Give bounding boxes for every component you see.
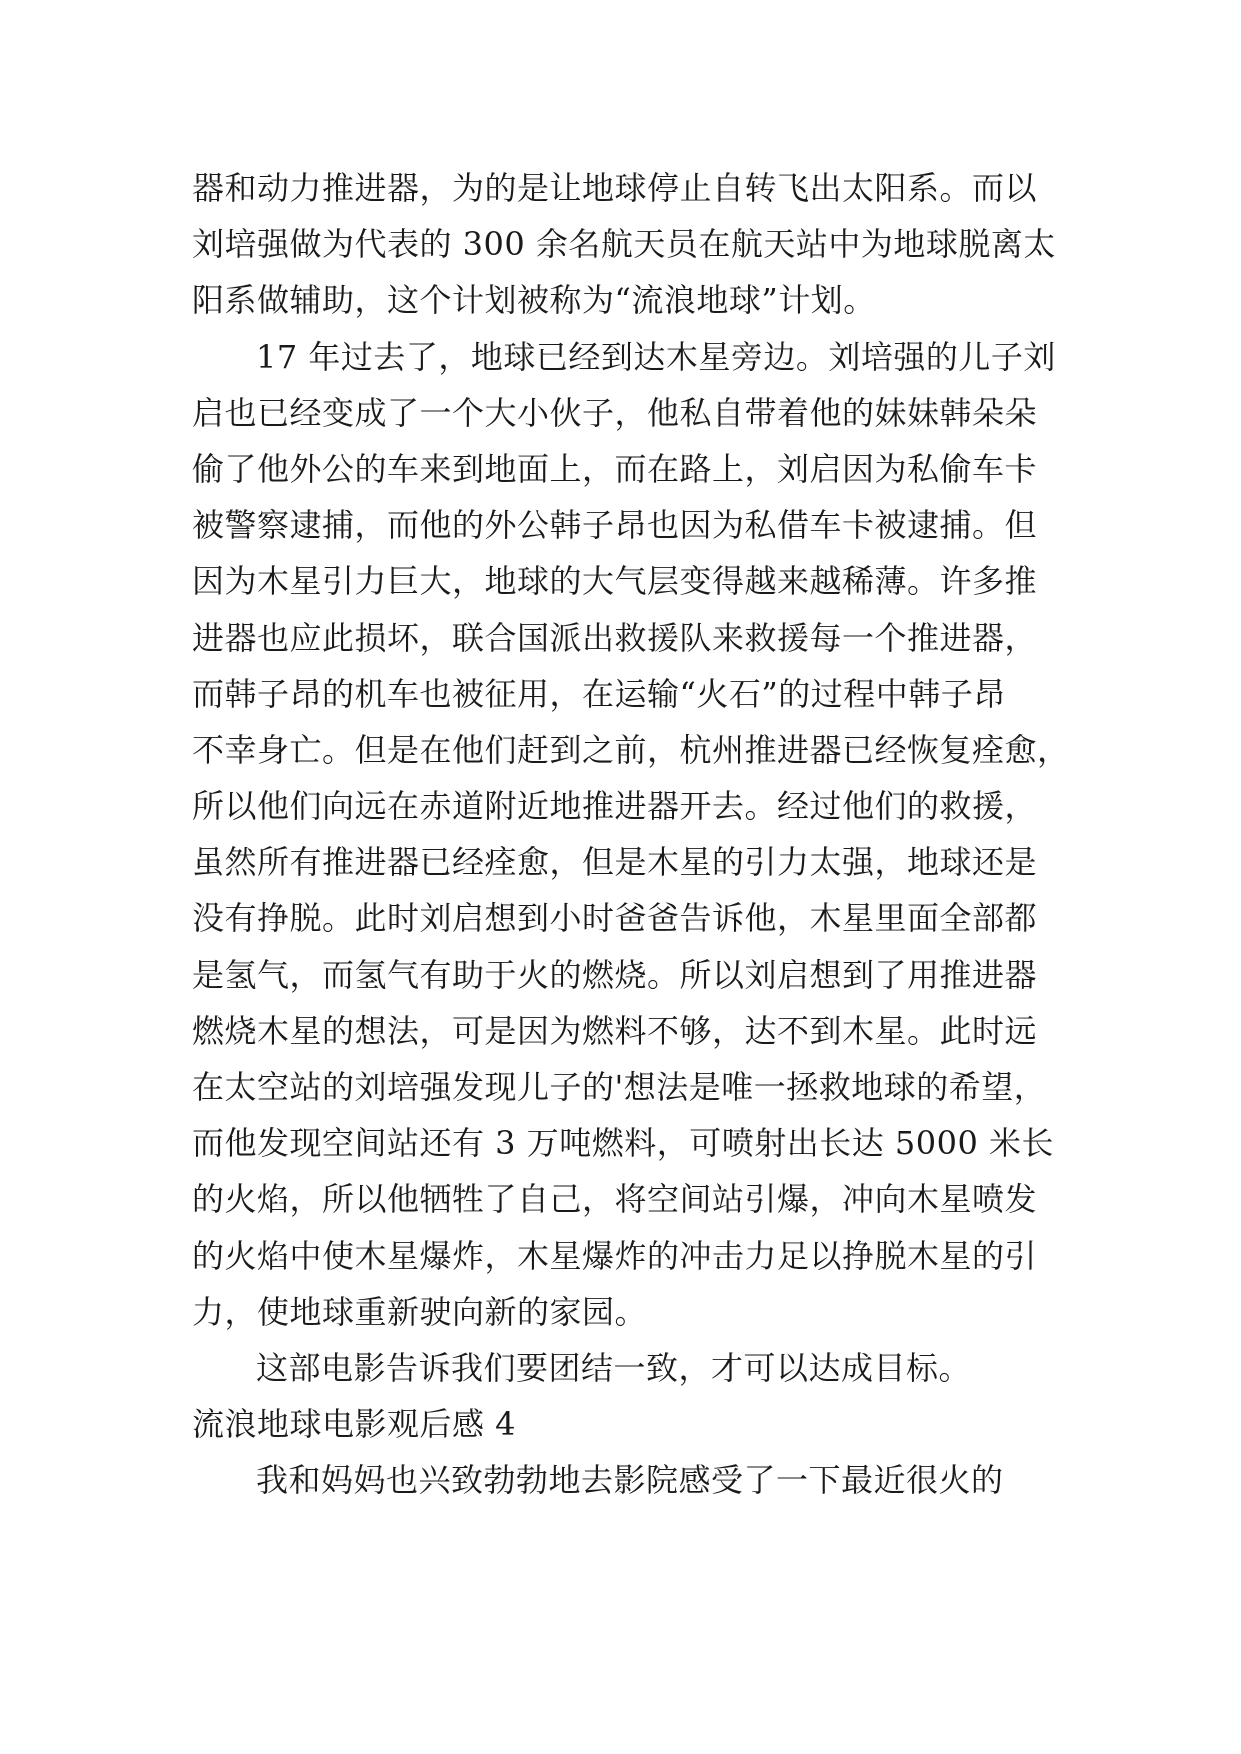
text-line: 而韩子昂的机车也被征用，在运输“火石”的过程中韩子昂: [192, 674, 1006, 713]
text-line: 在太空站的刘培强发现儿子的'想法是唯一拯救地球的希望，: [192, 1068, 1047, 1106]
text-line: 燃烧木星的想法，可是因为燃料不够，达不到木星。此时远: [192, 1011, 1038, 1050]
text-line: 是氢气，而氢气有助于火的燃烧。所以刘启想到了用推进器: [192, 955, 1038, 994]
text-line: 虽然所有推进器已经痊愈，但是木星的引力太强，地球还是: [192, 843, 1038, 882]
text-line: 的火焰中使木星爆炸，木星爆炸的冲击力足以挣脱木星的引: [192, 1236, 1038, 1275]
text-line: 偷了他外公的车来到地面上，而在路上，刘启因为私偷车卡: [192, 449, 1038, 488]
text-line: 器和动力推进器，为的是让地球停止自转飞出太阳系。而以: [192, 169, 1038, 207]
text-line: 17 年过去了，地球已经到达木星旁边。刘培强的儿子刘: [256, 337, 1056, 376]
text-line: 启也已经变成了一个大小伙子，他私自带着他的妹妹韩朵朵: [192, 393, 1038, 432]
section-heading: 流浪地球电影观后感 4: [192, 1405, 517, 1444]
text-line: 力，使地球重新驶向新的家园。: [192, 1292, 648, 1331]
text-line: 的火焰，所以他牺牲了自己，将空间站引爆，冲向木星喷发: [192, 1180, 1038, 1219]
text-line: 没有挣脱。此时刘启想到小时爸爸告诉他，木星里面全部都: [192, 899, 1038, 938]
text-line: 阳系做辅助，这个计划被称为“流浪地球”计划。: [192, 281, 876, 320]
text-line: 被警察逮捕，而他的外公韩子昂也因为私借车卡被逮捕。但: [192, 506, 1038, 545]
text-line: 不幸身亡。但是在他们赶到之前，杭州推进器已经恢复痊愈，: [192, 730, 1070, 769]
text-line: 而他发现空间站还有 3 万吨燃料，可喷射出长达 5000 米长: [192, 1124, 1054, 1163]
document-body: [192, 160, 1070, 1509]
text-line: 这部电影告诉我们要团结一致，才可以达成目标。: [256, 1348, 972, 1387]
text-line: 进器也应此损坏，联合国派出救援队来救援每一个推进器，: [192, 618, 1038, 657]
text-line: 因为木星引力巨大，地球的大气层变得越来越稀薄。许多推: [192, 562, 1038, 601]
text-line: 所以他们向远在赤道附近地推进器开去。经过他们的救援，: [192, 787, 1038, 826]
text-line: 我和妈妈也兴致勃勃地去影院感受了一下最近很火的: [256, 1461, 1004, 1500]
text-line: 刘培强做为代表的 300 余名航天员在航天站中为地球脱离太: [192, 225, 1056, 264]
